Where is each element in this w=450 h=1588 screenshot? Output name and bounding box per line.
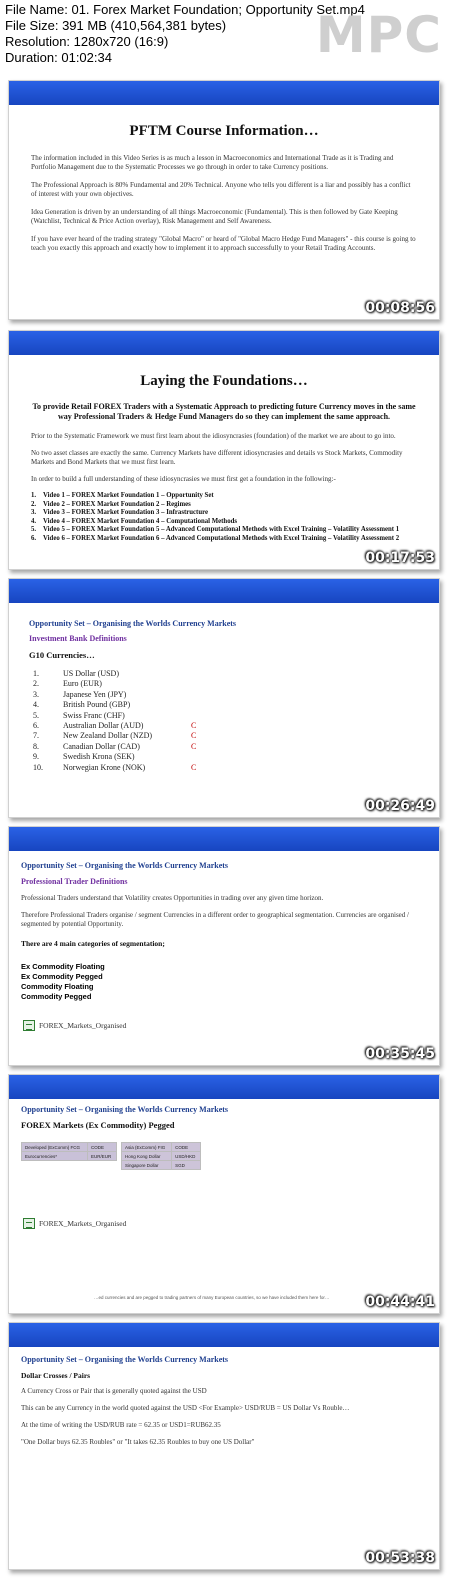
table-cell: USD/HKD: [172, 1152, 201, 1161]
list-item: 4. Video 4 – FOREX Market Foundation 4 – Computational Methods: [31, 517, 238, 525]
slide-paragraph: In order to build a full understanding of these idiosyncrasies we must first get a foundation in the following:-: [31, 475, 336, 483]
slide-heading: G10 Currencies…: [29, 650, 95, 660]
timestamp: 00:35:45: [365, 1046, 435, 1062]
slide-title: Opportunity Set – Organising the Worlds Currency Markets: [21, 861, 229, 870]
excel-file-link[interactable]: [23, 1215, 126, 1233]
slide-top-bar: [9, 827, 439, 851]
slide-subtitle: Dollar Crosses / Pairs: [21, 1371, 91, 1380]
table-row: [22, 1143, 117, 1152]
thumbnail-frame-1[interactable]: [8, 80, 440, 320]
table-row: [22, 1152, 117, 1161]
table-cell: Developed (ExComm) FCG: [22, 1143, 88, 1152]
slide-paragraph: This can be any Currency in the world quoted against the USD <For Example> USD/RUB = US Dollar Vs Rouble…: [21, 1404, 350, 1412]
slide-title: Opportunity Set – Organising the Worlds Currency Markets: [21, 1105, 229, 1114]
thumbnail-frame-3[interactable]: Opportunity Set – Organising the Worlds Currency Markets Investment Bank Definitions G10 Currencies… 1. US Dollar (USD) 2. Euro (EUR) 3. Japanese Yen (JPY) 4. British Pound (GBP) 5. Swiss Franc (CHF) 6. Australian Dollar (AUD) C 7. New Zealand Dollar (NZD) C 8. Canadian Dollar (CAD) C 9. Swedish Krona (SEK) 10. Norwegian Krone (NOK) C 00:26:49: [8, 578, 440, 818]
file-info-header: [0, 0, 450, 78]
thumbnail-frame-6[interactable]: [8, 1322, 440, 1570]
list-item: Ex Commodity Pegged: [21, 972, 103, 981]
slide-title: Laying the Foundations…: [140, 373, 308, 389]
thumbnail-frame-5[interactable]: [8, 1074, 440, 1314]
slide-top-bar: [9, 579, 439, 603]
video-list: [31, 492, 417, 543]
excel-file-link[interactable]: [23, 1017, 126, 1035]
table-row: [122, 1161, 201, 1170]
slide-paragraph: The information included in this Video Series is as much a lesson in Macroeconomics and International Trade as it is Trading and Portfolio Management due to the Systematic Processes we go through in order to take Currency positions.: [31, 154, 394, 171]
slide-paragraph: At the time of writing the USD/RUB rate = 62.35 or USD1=RUB62.35: [21, 1421, 221, 1429]
slide-top-bar: [9, 81, 439, 105]
slide-heading: FOREX Markets (Ex Commodity) Pegged: [21, 1120, 175, 1130]
table-cell: CODE: [87, 1143, 116, 1152]
table-cell: Singapore Dollar: [122, 1161, 172, 1170]
table-cell: CODE: [172, 1143, 201, 1152]
list-item: 3. Video 3 – FOREX Market Foundation 3 – Infrastructure: [31, 509, 209, 516]
file-name: File Name: 01. Forex Market Foundation; Opportunity Set.mp4: [5, 2, 365, 17]
slide-paragraph: A Currency Cross or Pair that is generally quoted against the USD: [21, 1387, 207, 1395]
slide-paragraph: Idea Generation is driven by an understanding of all things Macroeconomic (Fundamental). This is then followed by Gate Keeping (Watchlist, Technical & Price Action overlay), Risk Management and Self Awareness.: [31, 208, 398, 225]
list-item: 6. Video 6 – FOREX Market Foundation 6 – Advanced Computational Methods with Excel Training – Volatility Assessment 2: [31, 534, 400, 542]
slide-top-bar: [9, 331, 439, 355]
slide-paragraph: The Professional Approach is 80% Fundamental and 20% Technical. Anyone who tells you different is a liar and possibly has a conflict of interest with your own objectives.: [31, 181, 411, 198]
file-label: FOREX_Markets_Organised: [39, 1219, 127, 1229]
table-cell: EUR/EUR: [87, 1152, 116, 1161]
table-cell: Hong Kong Dollar: [122, 1152, 172, 1161]
slide-subtitle: Professional Trader Definitions: [21, 877, 128, 886]
mpc-logo: MPC: [315, 6, 442, 64]
list-item: 2. Video 2 – FOREX Market Foundation 2 – Regimes: [31, 500, 191, 508]
timestamp: 00:26:49: [365, 798, 435, 814]
table-row: [122, 1152, 201, 1161]
file-size: File Size: 391 MB (410,564,381 bytes): [5, 18, 227, 33]
thumbnail-frame-4[interactable]: [8, 826, 440, 1066]
slide-heading: There are 4 main categories of segmentation;: [21, 939, 165, 948]
list-item: 1. Video 1 – FOREX Market Foundation 1 – Opportunity Set: [31, 492, 214, 499]
timestamp: 00:17:53: [365, 550, 435, 566]
list-item: 5. Video 5 – FOREX Market Foundation 5 – Advanced Computational Methods with Excel Training – Volatility Assessment 1: [31, 526, 400, 533]
slide-paragraph: Professional Traders understand that Volatility creates Opportunities in trading over any given time horizon.: [21, 894, 324, 902]
table-cell: Asia (ExComm) FIG: [122, 1143, 172, 1152]
timestamp: 00:08:56: [365, 300, 435, 316]
resolution: Resolution: 1280x720 (16:9): [5, 34, 169, 49]
developed-pegged-table: [21, 1142, 117, 1161]
slide-footnote: …ed currencies and are pegged to trading partners of many European countries, so we have included them here for…: [94, 1295, 330, 1300]
duration: Duration: 01:02:34: [5, 50, 112, 65]
slide-title: Opportunity Set – Organising the Worlds Currency Markets: [21, 1355, 229, 1364]
slide-paragraph: "One Dollar buys 62.35 Roubles" or "It takes 62.35 Roubles to buy one US Dollar": [21, 1438, 255, 1446]
slide-title: PFTM Course Information…: [129, 123, 319, 139]
slide-paragraph: If you have ever heard of the trading strategy "Global Macro" or heard of "Global Macro Hedge Fund Managers" - this course is going to teach you exactly this approach and exactly how to implement it to approach successfully to your Retail Trading Accounts.: [31, 235, 416, 252]
list-item: Commodity Floating: [21, 982, 94, 991]
slide-paragraph: Therefore Professional Traders organise / segment Currencies in a different order to geographical segmentation. Currencies are organised / segmented by potential Opportunity.: [21, 911, 409, 928]
slide-top-bar: [9, 1323, 439, 1347]
excel-file-icon: [23, 1020, 35, 1031]
table-cell: SGD: [172, 1161, 201, 1170]
timestamp: 00:44:41: [365, 1294, 435, 1310]
file-label: FOREX_Markets_Organised: [39, 1021, 127, 1031]
slide-title: Opportunity Set – Organising the Worlds Currency Markets: [29, 619, 237, 628]
asia-pegged-table: [121, 1142, 201, 1170]
slide-paragraph: Prior to the Systematic Framework we must first learn about the idiosyncrasies (foundation) of the market we are about to go into.: [31, 432, 396, 440]
slide-paragraph: No two asset classes are exactly the same. Currency Markets have different idiosyncrasies and details vs Stock Markets, Commodity Markets and Bond Markets that we must first learn.: [31, 449, 403, 466]
thumbnail-frame-2[interactable]: [8, 330, 440, 570]
segment-list: [21, 962, 105, 1002]
table-cell: Eurocurrencies*: [22, 1152, 88, 1161]
slide-top-bar: [9, 1075, 439, 1099]
slide-lead: To provide Retail FOREX Traders with a Systematic Approach to predicting future Currency moves in the same way Professional Traders & Hedge Fund Managers do so they can implement the same approach.: [32, 402, 416, 421]
table-row: [122, 1143, 201, 1152]
list-item: Ex Commodity Floating: [21, 962, 105, 971]
timestamp: 00:53:38: [365, 1550, 435, 1566]
excel-file-icon: [23, 1218, 35, 1229]
slide-subtitle: Investment Bank Definitions: [29, 634, 127, 643]
list-item: Commodity Pegged: [21, 992, 92, 1001]
